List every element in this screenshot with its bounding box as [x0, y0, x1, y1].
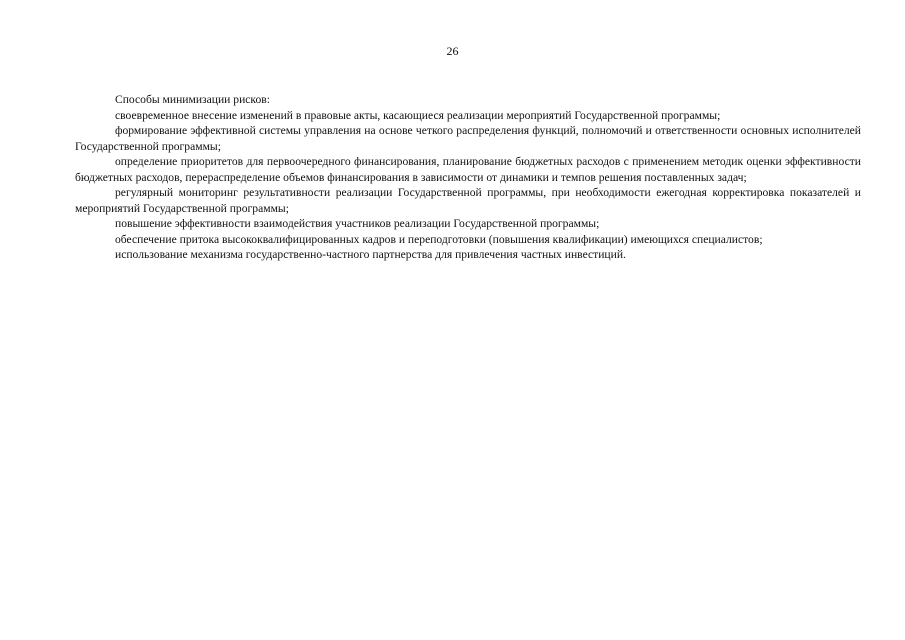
page-number: 26 [446, 44, 459, 58]
paragraph-item: своевременное внесение изменений в правовые акты, касающиеся реализации мероприятий Государственной программы; [115, 108, 721, 122]
paragraph-item: использование механизма государственно-частного партнерства для привлечения частных инвестиций. [115, 248, 626, 261]
paragraph-item: регулярный мониторинг результативности реализации Государственной программы, при необходимости ежегодная корректировка показателей и мероприятий Государственной программы; [75, 186, 861, 215]
paragraph-item: определение приоритетов для первоочередного финансирования, планирование бюджетных расходов с применением методик оценки эффективности бюджетных расходов, перераспределение объемов финансирования в зависимости от динамики и темпов решения поставленных задач; [75, 155, 861, 184]
paragraph-item: обеспечение притока высококвалифицированных кадров и переподготовки (повышения квалификации) имеющихся специалистов; [115, 232, 763, 246]
paragraph-item: повышение эффективности взаимодействия участников реализации Государственной программы; [115, 217, 600, 230]
paragraph-item: формирование эффективной системы управления на основе четкого распределения функций, полномочий и ответственности основных исполнителей Государственной программы; [75, 124, 861, 153]
paragraph-heading: Способы минимизации рисков: [115, 93, 270, 106]
document-body [75, 92, 861, 263]
